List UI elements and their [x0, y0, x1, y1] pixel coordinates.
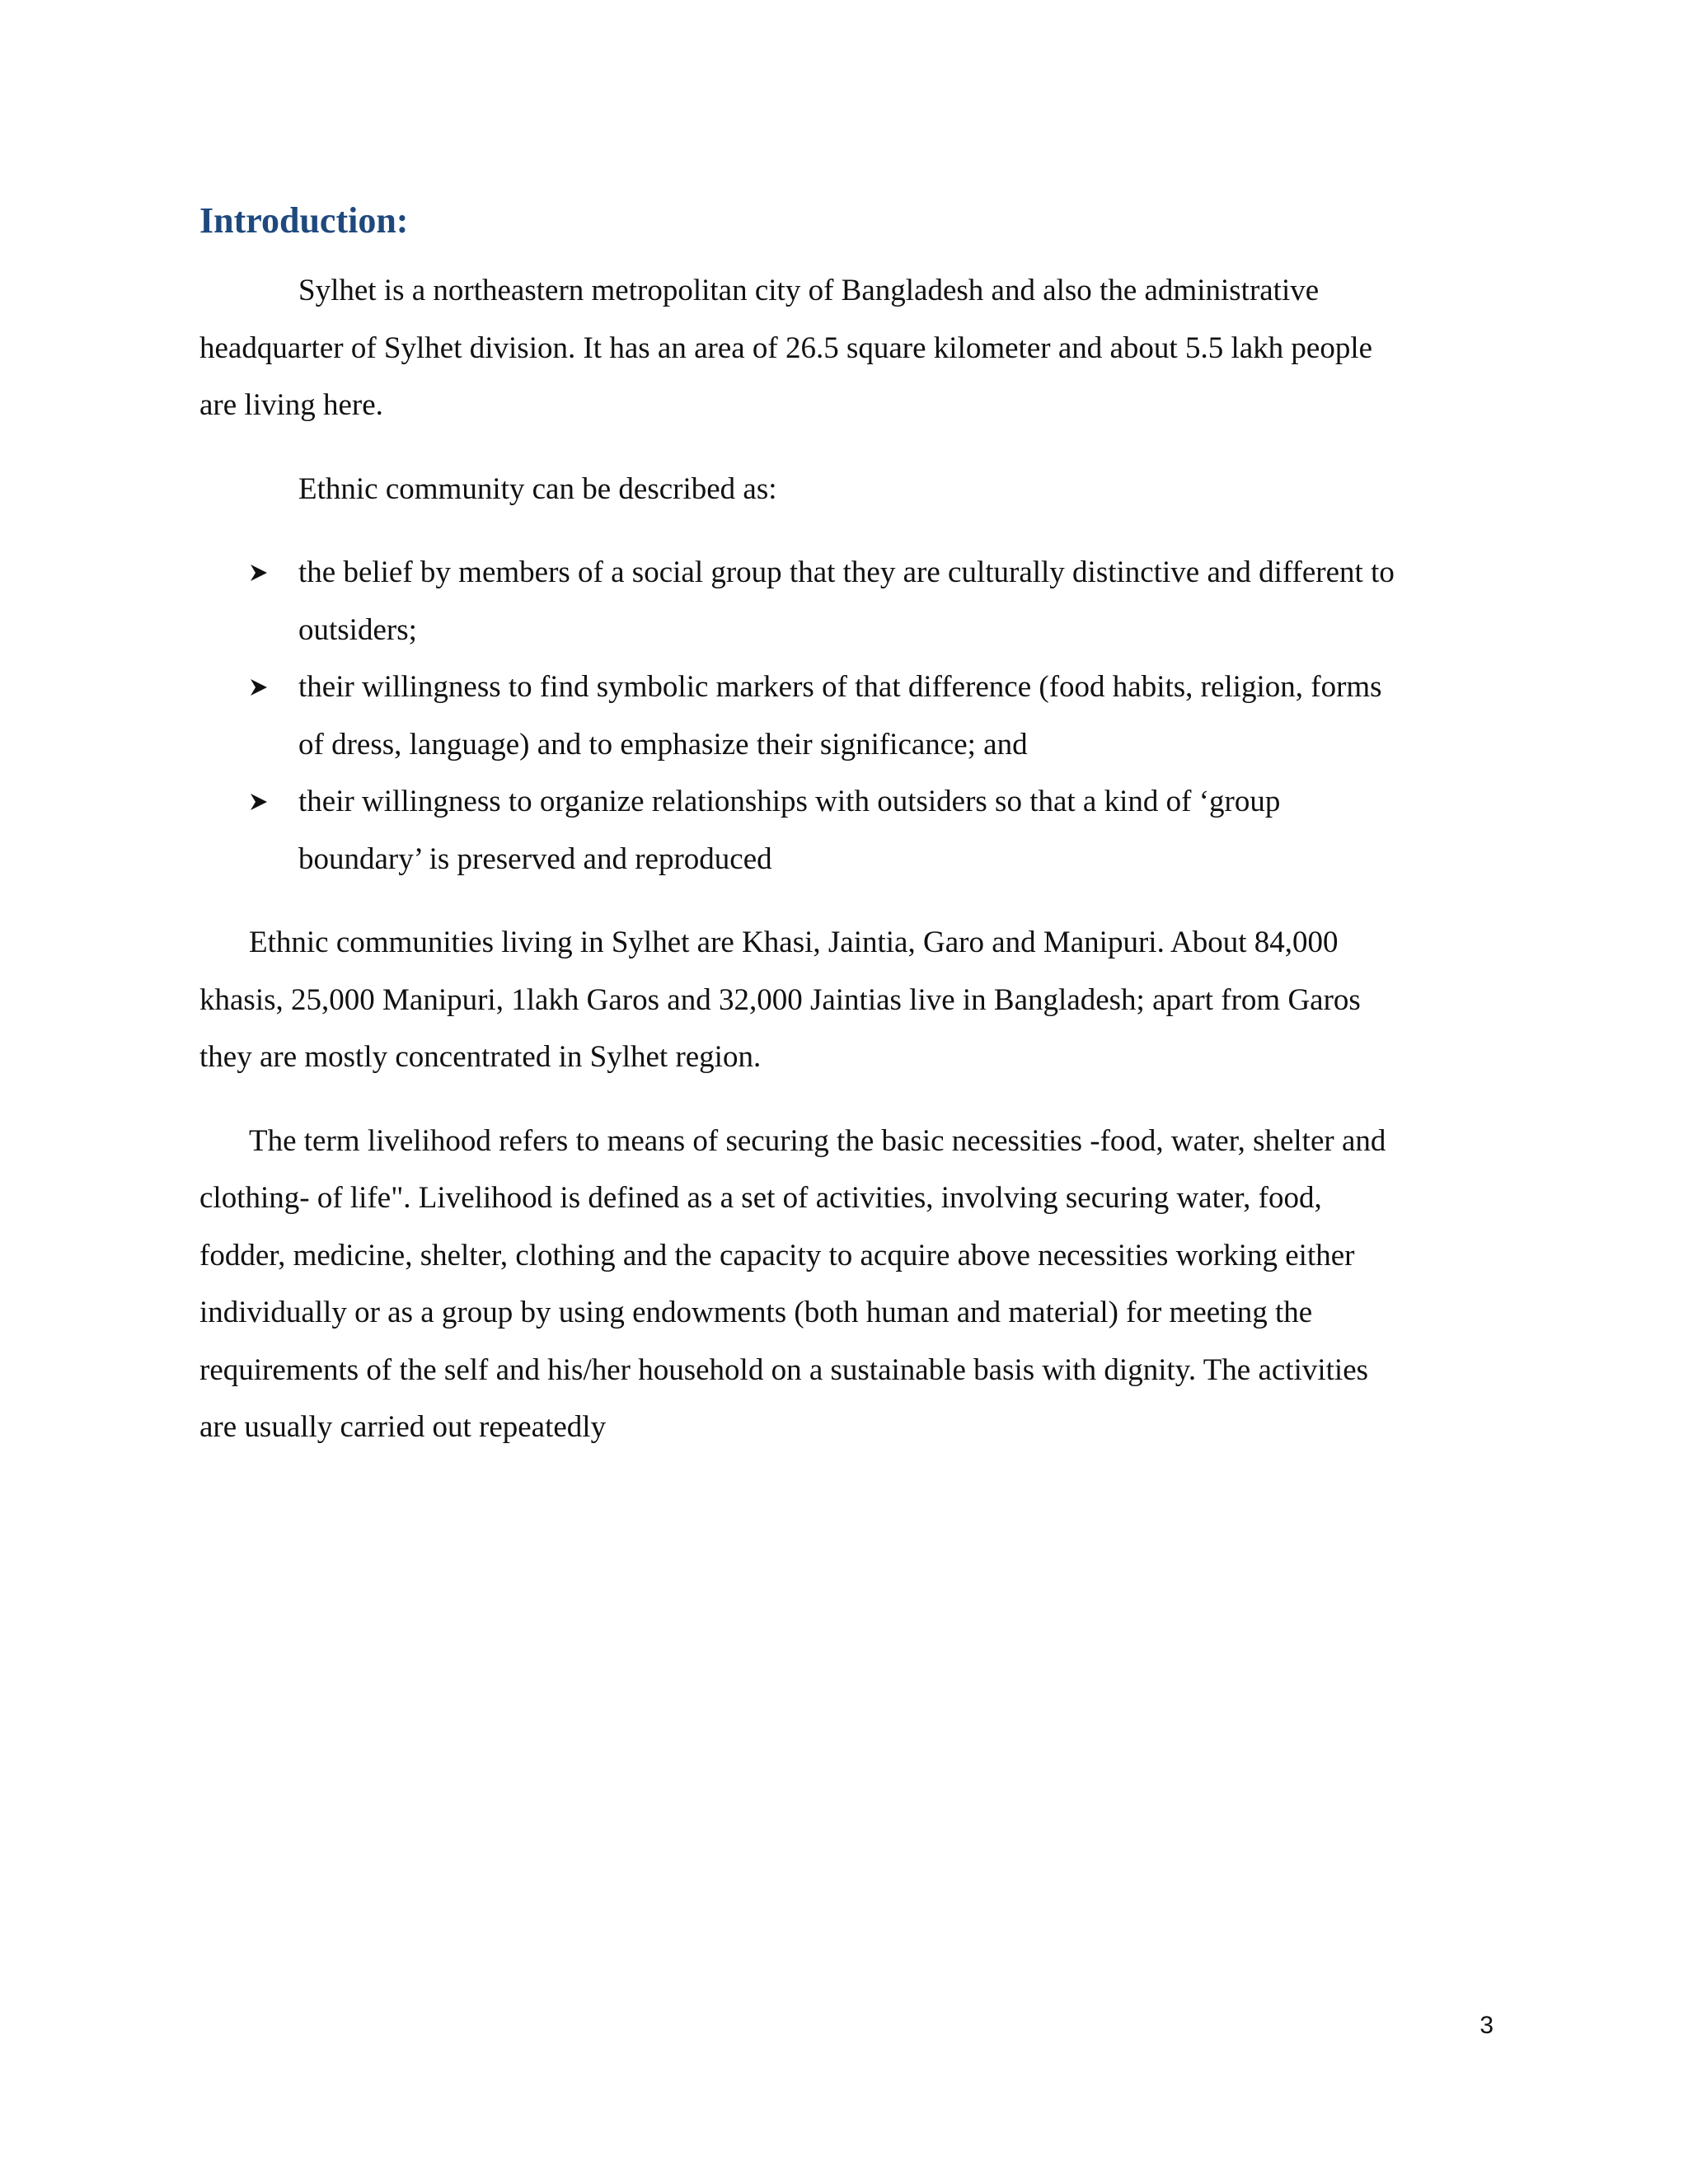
text-line: Ethnic communities living in Sylhet are Khasi, Jaintia, Garo and Manipuri. About 84,000	[249, 926, 1339, 959]
page-content	[199, 194, 1493, 1456]
text-line: The term livelihood refers to means of securing the basic necessities -food, water, shelter and	[249, 1123, 1386, 1158]
text-line: Sylhet is a northeastern metropolitan city of Bangladesh and also the administrative	[298, 274, 1320, 307]
text-line: khasis, 25,000 Manipuri, 1lakh Garos and 32,000 Jaintias live in Bangladesh; apart from Garos	[199, 982, 1361, 1017]
section-heading: Introduction:	[199, 200, 409, 241]
text-line: Ethnic community can be described as:	[298, 471, 777, 506]
paragraph-ethnic-definition-lead	[199, 461, 1493, 518]
text-line: clothing- of life". Livelihood is defined as a set of activities, involving securing water, food,	[199, 1181, 1322, 1215]
list-item	[199, 773, 1493, 888]
definition-bullet-list	[199, 544, 1493, 888]
text-line: their willingness to find symbolic markers of that difference (food habits, religion, forms	[298, 670, 1382, 704]
list-item	[199, 544, 1493, 658]
text-line: are usually carried out repeatedly	[199, 1410, 607, 1444]
text-line: they are mostly concentrated in Sylhet region.	[199, 1040, 762, 1074]
arrowhead-bullet-icon	[249, 658, 275, 716]
paragraph-livelihood	[199, 1113, 1493, 1456]
text-line: outsiders;	[298, 612, 417, 647]
text-line: are living here.	[199, 388, 383, 422]
text-line: individually or as a group by using endowments (both human and material) for meeting the	[199, 1296, 1313, 1329]
text-line: boundary’ is preserved and reproduced	[298, 841, 772, 876]
text-line: the belief by members of a social group that they are culturally distinctive and different to	[298, 555, 1395, 589]
text-line: of dress, language) and to emphasize their significance; and	[298, 727, 1028, 762]
text-line: requirements of the self and his/her household on a sustainable basis with dignity. The activities	[199, 1352, 1369, 1387]
paragraph-sylhet-intro	[199, 262, 1493, 434]
arrowhead-bullet-icon	[249, 773, 275, 831]
text-line: their willingness to organize relationships with outsiders so that a kind of ‘group	[298, 785, 1281, 818]
list-item	[199, 658, 1493, 773]
text-line: headquarter of Sylhet division. It has an area of 26.5 square kilometer and about 5.5 lakh people	[199, 330, 1373, 365]
text-line: fodder, medicine, shelter, clothing and the capacity to acquire above necessities working either	[199, 1238, 1355, 1272]
paragraph-ethnic-communities	[199, 914, 1493, 1086]
page-number: 3	[1479, 2012, 1493, 2039]
arrowhead-bullet-icon	[249, 544, 275, 602]
